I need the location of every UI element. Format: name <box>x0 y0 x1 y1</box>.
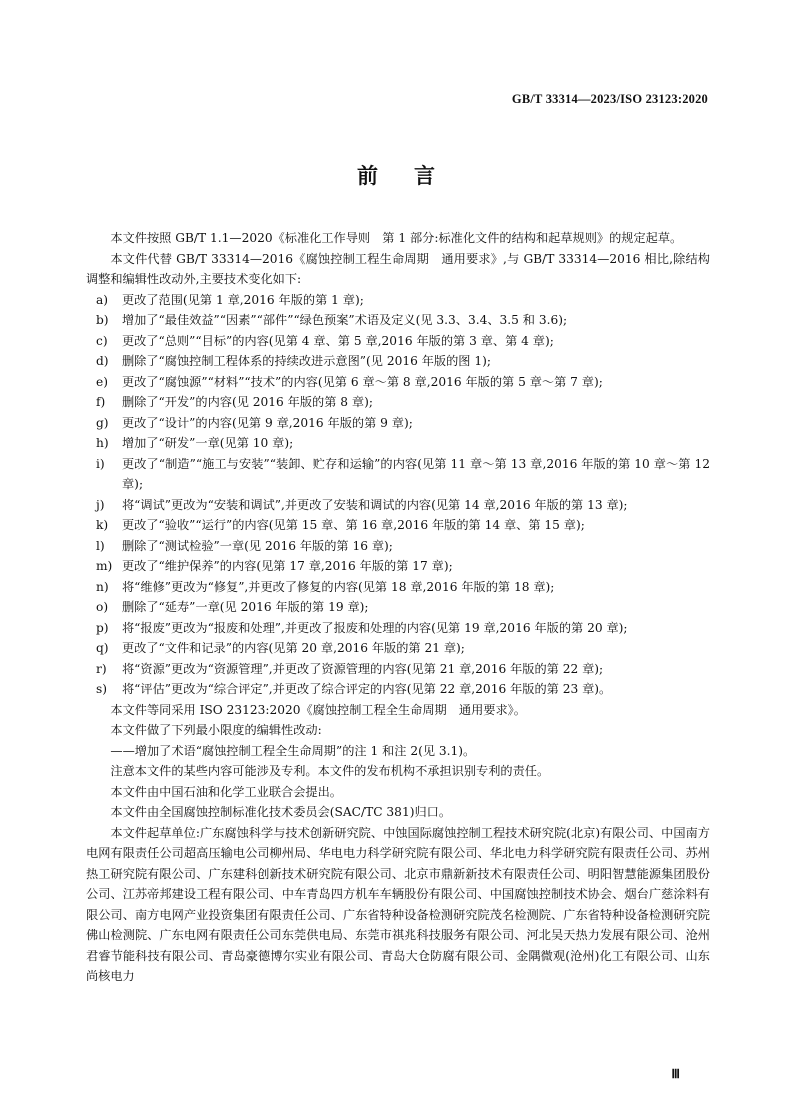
change-list-item <box>86 331 710 352</box>
patent-note-paragraph: 注意本文件的某些内容可能涉及专利。本文件的发布机构不承担识别专利的责任。 <box>110 764 550 778</box>
change-item-text: 更改了“验收”“运行”的内容(见第 15 章、第 16 章,2016 年版的第 14 章、第 15 章); <box>122 518 585 532</box>
change-item-text: 更改了“总则”“目标”的内容(见第 4 章、第 5 章,2016 年版的第 3 章、第 4 章); <box>122 333 554 348</box>
change-item-label: j) <box>96 497 105 512</box>
change-item-text: 将“报废”更改为“报废和处理”,并更改了报废和处理的内容(见第 19 章,2016 年版的第 20 章); <box>122 620 628 635</box>
change-item-label: c) <box>96 333 108 348</box>
change-item-label: i) <box>96 456 105 471</box>
change-item-text: 将“调试”更改为“安装和调试”,并更改了安装和调试的内容(见第 14 章,2016 年版的第 13 章); <box>122 497 628 512</box>
change-list-item <box>86 679 710 700</box>
change-list-item <box>86 515 710 536</box>
change-list-item <box>86 310 710 331</box>
change-item-text: 删除了“开发”的内容(见 2016 年版的第 8 章); <box>122 395 373 409</box>
change-list-item <box>86 495 710 516</box>
change-item-text: 更改了“设计”的内容(见第 9 章,2016 年版的第 9 章); <box>122 415 413 430</box>
page-number: Ⅲ <box>671 1067 680 1081</box>
change-list-item <box>86 351 710 372</box>
change-list-item <box>86 597 710 618</box>
change-item-text: 增加了“最佳效益”“因素”“部件”“绿色预案”术语及定义(见 3.3、3.4、3.5 和 3.6); <box>122 313 568 327</box>
change-list-item <box>86 536 710 557</box>
proposer-paragraph: 本文件由中国石油和化学工业联合会提出。 <box>110 784 342 799</box>
change-list-item <box>86 577 710 598</box>
change-list-item <box>86 638 710 659</box>
changes-list <box>86 290 710 700</box>
change-item-text: 增加了“研发”一章(见第 10 章); <box>122 436 294 450</box>
change-item-label: h) <box>96 436 109 450</box>
foreword-body <box>86 228 710 987</box>
change-item-label: o) <box>96 600 109 614</box>
intro-paragraph-1: 本文件按照 GB/T 1.1—2020《标准化工作导则 第 1 部分:标准化文件的结构和起草规则》的规定起草。 <box>110 231 683 245</box>
change-list-item <box>86 433 710 454</box>
editorial-changes-paragraph: 本文件做了下列最小限度的编辑性改动: <box>110 723 322 737</box>
change-item-text: 将“评估”更改为“综合评定”,并更改了综合评定的内容(见第 22 章,2016 年版的第 23 章)。 <box>122 682 612 696</box>
change-item-label: a) <box>96 292 109 307</box>
drafters-paragraph: 本文件起草单位:广东腐蚀科学与技术创新研究院、中蚀国际腐蚀控制工程技术研究院(北京)有限公司、中国南方电网有限责任公司超高压输电公司柳州局、华电电力科学研究院有限公司、华北电力科学研究院有限责任公司、苏州热工研究院有限公司、广东建科创新技术研究院有限公司、北京市鼎新新技术有限责任公司、明阳智慧能源集团股份公司、江苏帝邦建设工程有限公司、中车青岛四方机车车辆股份有限公司、中国腐蚀控制技术协会、烟台广慈涂料有限公司、南方电网产业投资集团有限责任公司、广东省特种设备检测研究院茂名检测院、广东省特种设备检测研究院佛山检测院、广东电网有限责任公司东莞供电局、东莞市祺兆科技服务有限公司、河北吴天热力发展有限公司、沧州君睿节能科技有限公司、青岛豪德博尔实业有限公司、青岛大仓防腐有限公司、金隅微观(沧州)化工有限公司、山东尚核电力 <box>86 825 710 983</box>
change-item-label: d) <box>96 354 109 368</box>
change-item-label: s) <box>96 682 108 696</box>
change-item-label: f) <box>96 395 106 409</box>
change-item-text: 更改了“制造”“施工与安装”“装卸、贮存和运输”的内容(见第 11 章～第 13 章,2016 年版的第 10 章～第 12 章); <box>122 456 710 491</box>
change-item-label: p) <box>96 620 109 635</box>
change-item-label: n) <box>96 579 109 594</box>
change-list-item <box>86 413 710 434</box>
change-item-text: 更改了“文件和记录”的内容(见第 20 章,2016 年版的第 21 章); <box>122 641 465 655</box>
intro-paragraph-2: 本文件代替 GB/T 33314—2016《腐蚀控制工程生命周期 通用要求》,与 GB/T 33314—2016 相比,除结构调整和编辑性改动外,主要技术变化如下: <box>86 251 710 286</box>
change-item-text: 将“维修”更改为“修复”,并更改了修复的内容(见第 18 章,2016 年版的第 18 章); <box>122 579 555 594</box>
editorial-change-item: ——增加了术语“腐蚀控制工程全生命周期”的注 1 和注 2(见 3.1)。 <box>110 743 476 758</box>
change-item-label: q) <box>96 641 109 655</box>
standard-code-header: GB/T 33314—2023/ISO 23123:2020 <box>511 92 708 106</box>
change-item-text: 删除了“测试检验”一章(见 2016 年版的第 16 章); <box>122 538 393 553</box>
change-item-label: b) <box>96 313 109 327</box>
change-item-text: 更改了“维护保养”的内容(见第 17 章,2016 年版的第 17 章); <box>122 559 453 573</box>
change-list-item <box>86 556 710 577</box>
change-list-item <box>86 618 710 639</box>
change-list-item <box>86 372 710 393</box>
page-title: 前言 <box>357 164 471 188</box>
change-item-label: g) <box>96 415 109 430</box>
iso-adoption-paragraph: 本文件等同采用 ISO 23123:2020《腐蚀控制工程全生命周期 通用要求》。 <box>110 702 526 717</box>
change-list-item <box>86 392 710 413</box>
change-item-label: m) <box>96 559 113 573</box>
change-item-text: 删除了“延寿”一章(见 2016 年版的第 19 章); <box>122 600 369 614</box>
change-item-label: r) <box>96 661 107 676</box>
change-list-item <box>86 290 710 311</box>
change-item-label: e) <box>96 374 108 389</box>
change-list-item <box>86 454 710 495</box>
change-list-item <box>86 659 710 680</box>
committee-paragraph: 本文件由全国腐蚀控制标准化技术委员会(SAC/TC 381)归口。 <box>110 805 452 819</box>
change-item-text: 更改了范围(见第 1 章,2016 年版的第 1 章); <box>122 292 364 307</box>
change-item-text: 删除了“腐蚀控制工程体系的持续改进示意图”(见 2016 年版的图 1); <box>122 354 491 368</box>
change-item-text: 将“资源”更改为“资源管理”,并更改了资源管理的内容(见第 21 章,2016 年版的第 22 章); <box>122 661 604 676</box>
change-item-label: l) <box>96 538 105 553</box>
change-item-label: k) <box>96 518 109 532</box>
change-item-text: 更改了“腐蚀源”“材料”“技术”的内容(见第 6 章～第 8 章,2016 年版的第 5 章～第 7 章); <box>122 374 603 389</box>
